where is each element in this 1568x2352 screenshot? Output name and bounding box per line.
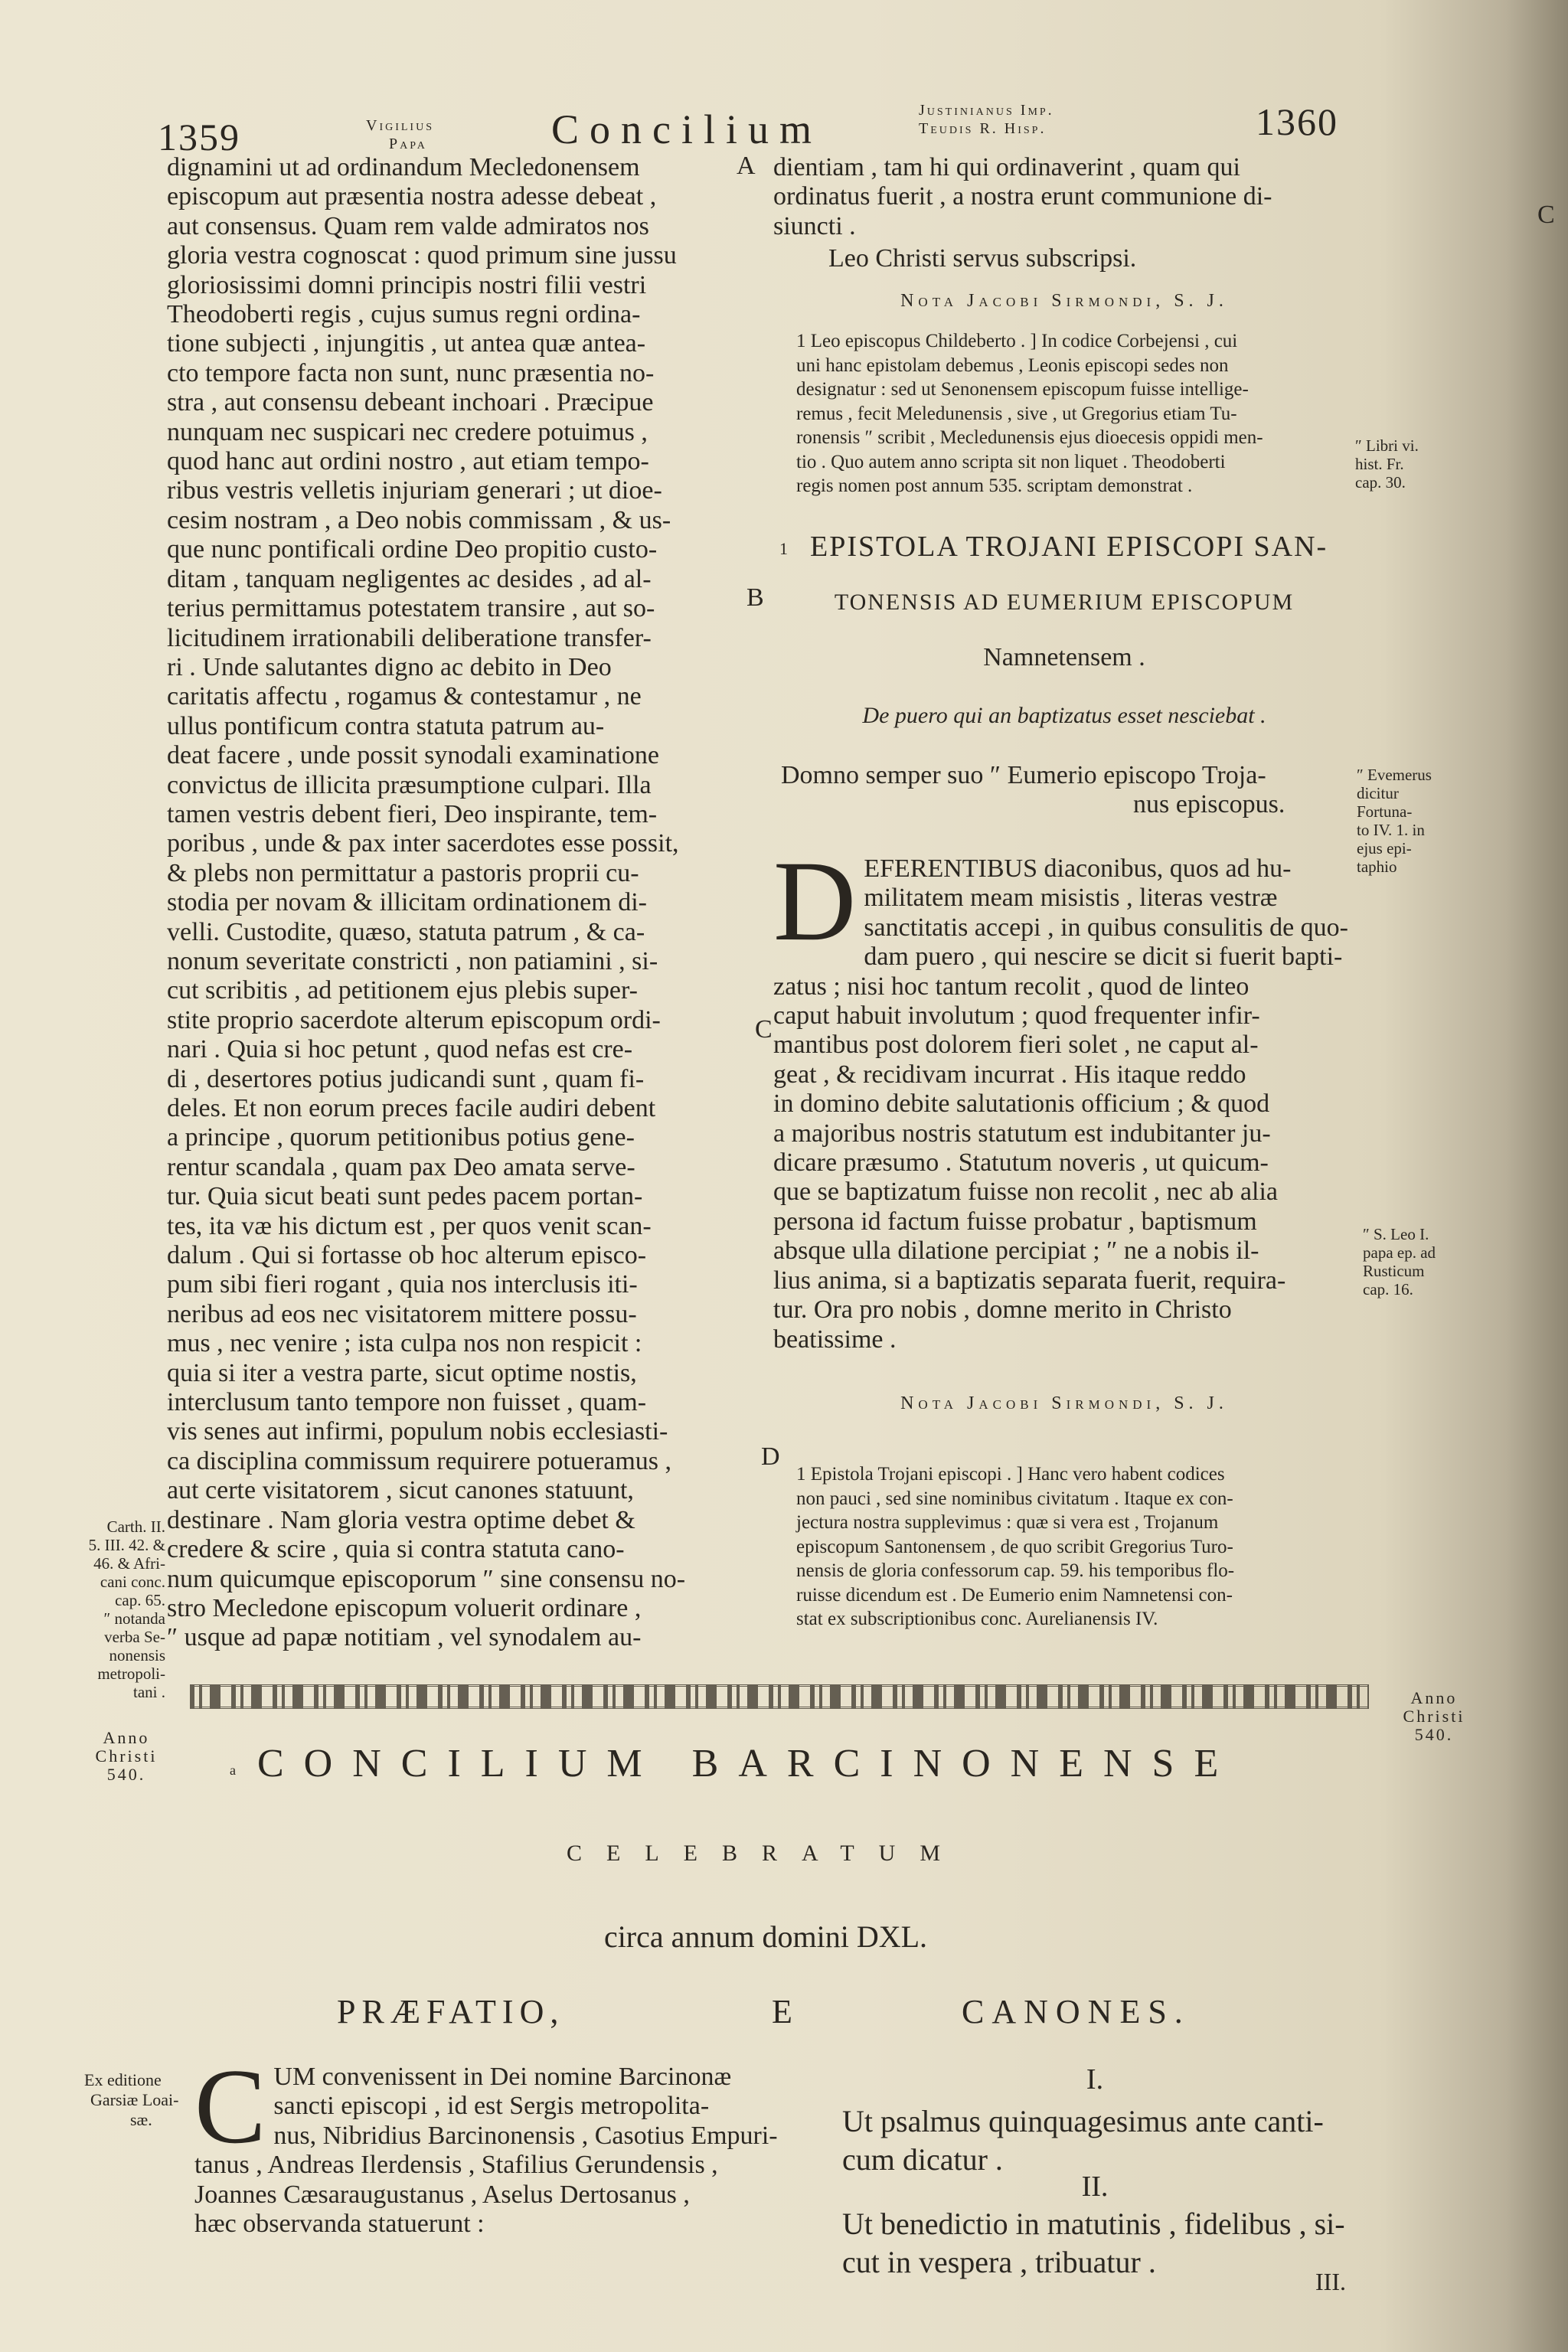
text-line: pum sibi fieri rogant , quia nos interclusis iti- [167,1270,638,1299]
section-letter-a: A [737,152,756,180]
note-line: ronensis ″ scribit , Mecledunensis ejus dioecesis oppidi men- [796,427,1263,448]
note-heading: Nota Jacobi Sirmondi, S. J. [900,291,1228,311]
text-line: destinare . Nam gloria vestra optime debet & [167,1505,635,1534]
text-line: siuncti . [773,211,856,240]
margin-note-evemerus [1357,766,1432,876]
text-line: stra , aut consensu debeant inchoari . Præcipue [167,388,654,417]
margin-note-leo [1363,1225,1436,1298]
epistola-number: 1 [779,539,788,558]
text-line: mantibus post dolorem fieri solet , ne caput al- [773,1031,1259,1060]
running-head-right-bottom: Teudis R. Hisp. [919,120,1047,137]
text-line: stodia per novam & illicitam ordinationem di- [167,888,647,917]
text-line: tur. Quia sicut beati sunt pedes pacem portan- [167,1182,643,1211]
text-line: cesim nostram , a Deo nobis commissam , & us- [167,505,671,534]
running-head-left-bottom: Papa [389,136,427,152]
right-column-top [773,153,1355,274]
anno-line: 540. [1414,1725,1454,1744]
text-line: cto tempore facta non sunt, nunc præsentia no- [167,358,655,387]
note-line: designatur : sed ut Senonensem episcopum fuisse intellige- [796,379,1249,400]
celebratum: CELEBRATUM [566,1841,965,1866]
margin-line: cap. 65. [115,1591,165,1609]
text-line: quia si iter a vestra parte, sicut optime nostis, [167,1358,637,1387]
text-line: que nunc pontificali ordine Deo propitio custo- [167,535,658,564]
text-line: ullus pontificum contra statuta patrum au- [167,711,605,740]
text-line: Theodoberti regis , cujus sumus regni ordina- [167,300,641,329]
running-head-left-top: Vigilius [366,117,434,134]
text-line: sanctitatis accepi , in quibus consulitis de quo- [864,913,1348,942]
running-head-left [366,116,434,153]
text-line: tes, ita væ his dictum est , per quos venit scan- [167,1211,652,1240]
anno-line: Anno [103,1728,150,1747]
text-line: ″ usque ad papæ notitiam , vel synodalem au- [167,1623,642,1652]
dropcap-c: C [194,2047,266,2166]
text-line: neribus ad eos nec visitatorem mittere possu- [167,1299,637,1328]
text-line: sancti episcopi , id est Sergis metropolita- [273,2092,710,2121]
note-line: 1 Epistola Trojani episcopi . ] Hanc vero habent codices [796,1464,1225,1485]
text-line: a principe , quorum petitionibus potius gene- [167,1123,635,1152]
text-line: rentur scandala , quam pax Deo amata serve- [167,1152,635,1181]
text-line: deat facere , unde possit synodali examinatione [167,741,659,770]
anno-line: Anno [1410,1688,1458,1707]
text-line: deles. Et non eorum preces facile audiri debent [167,1094,656,1122]
dropcap-d: D [773,838,857,965]
margin-line: cap. 16. [1363,1280,1413,1298]
text-line: UM convenissent in Dei nomine Barcinonæ [273,2063,732,2091]
text-line: cut scribitis , ad petitionem ejus plebis super- [167,976,638,1005]
text-line: dicare præsumo . Statutum noveris , ut quicum- [773,1148,1269,1178]
text-line: ordinatus fuerit , a nostra erunt communione di- [773,182,1272,211]
margin-line: Fortuna- [1357,802,1413,821]
text-line: nus, Nibridius Barcinonensis , Casotius Empuri- [273,2121,778,2150]
anno-line: 540. [106,1765,146,1784]
text-line: caput habuit involutum ; quod frequenter infir- [773,1001,1260,1031]
text-line: interclusum tanto tempore non fuisset , quam- [167,1388,647,1417]
anno-christi-right [1392,1689,1476,1744]
praefatio-heading: PRÆFATIO, [337,1993,565,2030]
note-line: jectura nostra supplevimus : quæ si vera est , Trojanum [796,1512,1219,1533]
text-line: quod hanc aut ordini nostro , aut etiam tempo- [167,447,649,476]
text-line: di , desertores potius judicandi sunt , quam fi- [167,1064,645,1093]
text-line: cut in vespera , tribuatur . [842,2245,1156,2279]
text-line: nunquam nec suspicari nec credere potuimus , [167,417,648,446]
anno-line: Christi [95,1746,158,1766]
section-letter-d: D [761,1442,780,1471]
section-letter-b: B [746,583,764,612]
text-line: licitudinem irrationabili deliberatione transfer- [167,623,652,652]
text-line: episcopum aut præsentia nostra adesse debeat , [167,182,657,211]
text-line: que se baptizatum fuisse non recolit , nec ab alia [773,1178,1278,1207]
margin-line: ″ Evemerus [1357,766,1432,784]
text-line: dam puero , qui nescire se dicit si fuerit bapti- [864,942,1343,972]
text-line: lius anima, si a baptizatis separata fuerit, requira- [773,1266,1286,1295]
margin-note-carth [75,1517,165,1701]
epistola-title-2: TONENSIS AD EUMERIUM EPISCOPUM [834,590,1295,615]
concilium-marker: a [230,1762,236,1778]
note-line: regis nomen post annum 535. scriptam demonstrat . [796,475,1193,496]
text-line: terius permittamus potestatem transire , aut so- [167,594,655,623]
text-line: ribus vestris velletis injuriam generari ; ut dioe- [167,476,662,505]
note-line: episcopum Santonensem , de quo scribit Gregorius Turo- [796,1536,1233,1557]
salutation-line-1: Domno semper suo ″ Eumerio episcopo Troja- [781,761,1266,789]
text-line: tione subjecti , injungitis , ut antea quæ antea- [167,329,646,358]
note-line: uni hanc epistolam debemus , Leonis episcopi sedes non [796,354,1229,376]
margin-line: verba Se- [104,1628,165,1646]
epistola-title: EPISTOLA TROJANI EPISCOPI SAN- [810,531,1328,563]
circa-annum: circa annum domini DXL. [603,1919,928,1954]
page-number-left: 1359 [158,116,240,158]
text-line: Ut psalmus quinquagesimus ante canti- [842,2104,1324,2138]
praefatio-text [194,2047,778,2239]
note-line: remus , fecit Meledunensis , sive , ut Gregorius etiam Tu- [796,403,1237,424]
ornament-band [190,1684,1369,1709]
margin-line: ejus epi- [1357,839,1412,858]
note-heading-2: Nota Jacobi Sirmondi, S. J. [900,1393,1228,1413]
text-line: geat , & recidivam incurrat . His itaque reddo [773,1060,1246,1089]
text-line: hæc observanda statuerunt : [194,2210,485,2239]
canon-2-number: II. [1081,2171,1109,2203]
canon-1-text [842,2102,1324,2179]
margin-line: sæ. [130,2110,152,2129]
text-line: EFERENTIBUS diaconibus, quos ad hu- [864,854,1292,883]
text-line: stro Mecledone episcopum voluerit ordinare , [167,1593,642,1622]
margin-line: to IV. 1. in [1357,821,1425,839]
text-line: dientiam , tam hi qui ordinaverint , quam qui [773,153,1240,181]
margin-line: metropoli- [97,1664,165,1683]
margin-line: Ex editione [84,2070,162,2089]
margin-line: Carth. II. [106,1517,165,1536]
text-line: in domino debite salutationis officium ; & quod [773,1089,1270,1119]
margin-line: hist. Fr. [1355,455,1404,473]
text-line: & plebs non permittatur a pastoris proprii cu- [167,858,639,887]
text-line: poribus , unde & pax inter sacerdotes esse possit, [167,829,679,858]
text-line: ca disciplina commissum requirere potueramus , [167,1446,672,1475]
note-line: tio . Quo autem anno scripta sit non liquet . Theodoberti [796,451,1226,472]
text-line: dignamini ut ad ordinandum Mecledonensem [167,153,640,181]
text-line: credere & scire , quia si contra statuta cano- [167,1535,625,1564]
text-line: vis senes aut infirmi, populum nobis ecclesiasti- [167,1417,668,1446]
canon-3-number: III. [1315,2268,1346,2295]
text-line: cum dicatur . [842,2142,1003,2177]
text-line: tanus , Andreas Ilerdensis , Stafilius Gerundensis , [194,2151,718,2180]
canon-1-number: I. [1086,2063,1104,2096]
text-line: caritatis affectu , rogamus & contestamur , ne [167,682,642,711]
section-letter-c: C [755,1015,773,1044]
note-1 [796,329,1355,498]
epistola-subtitle: De puero qui an baptizatus esset nesciebat . [862,703,1266,728]
text-line: aut consensus. Quam rem valde admiratos nos [167,211,649,240]
canon-2-text [842,2205,1345,2282]
epistola-title-3: Namnetensem . [983,643,1145,671]
text-line: tamen vestris debent fieri, Deo inspirante, tem- [167,799,658,828]
text-line: nonum severitate constricti , non patiamini , si- [167,946,658,975]
margin-line: Garsiæ Loai- [90,2090,179,2109]
text-line: Ut benedictio in matutinis , fidelibus , si- [842,2207,1345,2241]
canones-heading: CANONES. [962,1993,1191,2030]
note-line: ruisse dicendum est . De Eumerio enim Namnetensi con- [796,1584,1233,1606]
left-column-text [167,153,733,1653]
margin-line: ″ Libri vi. [1355,436,1419,455]
e-heading: E [772,1993,792,2030]
note-line: stat ex subscriptionibus conc. Aurelianensis IV. [796,1609,1158,1629]
margin-note-libri [1355,436,1419,492]
text-line: Joannes Cæsaraugustanus , Aselus Dertosanus , [194,2180,690,2209]
text-line: absque ulla dilatione percipiat ; ″ ne a nobis il- [773,1236,1259,1266]
margin-line: 5. III. 42. & [88,1536,165,1554]
text-line: militatem meam misistis , literas vestræ [864,884,1278,913]
text-line: num quicumque episcoporum ″ sine consensu no- [167,1564,686,1593]
page-number-right: 1360 [1256,100,1338,143]
anno-christi-left [84,1729,168,1784]
running-head-right-top: Justinianus Imp. [919,102,1054,119]
margin-line: tani . [133,1683,165,1701]
text-line: dalum . Qui si fortasse ob hoc alterum episco- [167,1241,647,1270]
margin-line: cani conc. [100,1573,165,1591]
margin-line: ″ S. Leo I. [1363,1225,1429,1243]
text-line: stite proprio sacerdote alterum episcopum ordi- [167,1005,661,1034]
margin-line: papa ep. ad [1363,1243,1436,1262]
margin-line: dicitur [1357,784,1399,802]
margin-line: cap. 30. [1355,473,1406,492]
margin-line: ″ notanda [103,1609,165,1628]
note-line: nensis de gloria confessorum cap. 59. his temporibus flo- [796,1560,1235,1581]
epistola-body [773,838,1363,1354]
edge-letter: C [1537,201,1555,229]
note-line: 1 Leo episcopus Childeberto . ] In codice Corbejensi , cui [796,331,1238,351]
text-line: gloria vestra cognoscat : quod primum sine jussu [167,241,677,270]
margin-line: taphio [1357,858,1397,876]
text-line: nari . Quia si hoc petunt , quod nefas est cre- [167,1035,633,1064]
text-line: persona id factum fuisse probatur , baptismum [773,1207,1257,1236]
running-head-right [919,101,1054,138]
text-line: convictus de illicita præsumptione culpari. Illa [167,770,652,799]
text-line: beatissime . [773,1325,897,1354]
note-line: non pauci , sed sine nominibus civitatum . Itaque ex con- [796,1488,1233,1509]
concilium-title: CONCILIUM BARCINONENSE [257,1742,1239,1785]
margin-line: Rusticum [1363,1262,1425,1280]
text-line: ditam , tanquam negligentes ac desides , ad al- [167,564,652,593]
anno-line: Christi [1403,1707,1465,1726]
margin-note-ex-editione [84,2070,178,2130]
signature: Leo Christi servus subscripsi. [828,244,1137,273]
text-line: aut certe visitatorem , sicut canones statuunt, [167,1476,634,1505]
text-line: a majoribus nostris statutum est indubitanter ju- [773,1119,1271,1148]
text-line: velli. Custodite, quæso, statuta patrum , & ca- [167,917,645,946]
text-line: zatus ; nisi hoc tantum recolit , quod de linteo [773,972,1250,1001]
text-line: ri . Unde salutantes digno ac debito in Deo [167,652,612,681]
page-title: Concilium [551,106,822,152]
margin-line: nonensis [109,1646,165,1664]
note-2 [796,1462,1355,1632]
text-line: gloriosissimi domni principis nostri filii vestri [167,270,647,299]
margin-line: 46. & Afri- [93,1554,165,1573]
salutation-line-2: nus episcopus. [1133,790,1285,818]
text-line: tur. Ora pro nobis , domne merito in Christo [773,1295,1232,1325]
text-line: mus , nec venire ; ista culpa nos non respicit : [167,1329,642,1358]
